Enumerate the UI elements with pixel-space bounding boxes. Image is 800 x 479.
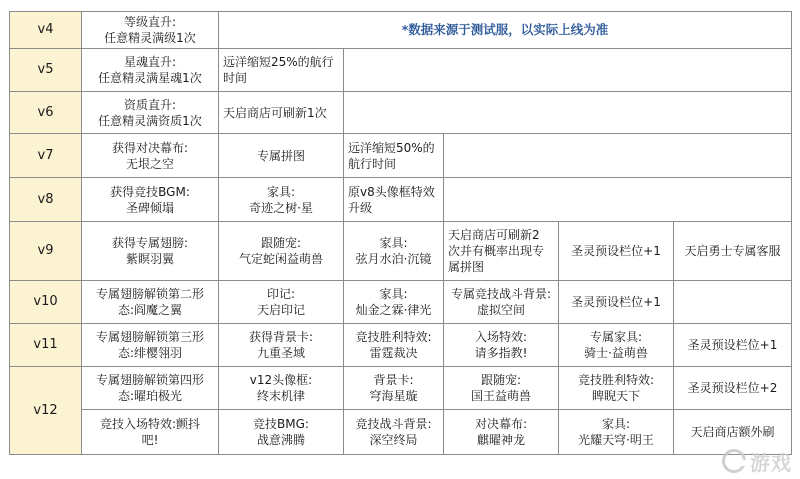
level-cell: v12 bbox=[10, 367, 82, 455]
privilege-cell: 专属翅膀解锁第二形 态:阎魔之翼 bbox=[82, 281, 219, 324]
vip-privilege-table bbox=[9, 11, 792, 455]
privilege-cell: 资质直升: 任意精灵满资质1次 bbox=[82, 92, 219, 134]
level-cell: v10 bbox=[10, 281, 82, 324]
empty-cell bbox=[444, 178, 792, 222]
table-row-v9 bbox=[10, 222, 792, 281]
privilege-cell: 印记: 天启印记 bbox=[219, 281, 344, 324]
watermark-logo-icon bbox=[722, 449, 746, 473]
table-row-v11 bbox=[10, 324, 792, 367]
table-row-v12-continued bbox=[10, 410, 792, 455]
privilege-cell: 获得专属翅膀: 紫瞑羽翼 bbox=[82, 222, 219, 281]
privilege-cell: 获得背景卡: 九重圣域 bbox=[219, 324, 344, 367]
privilege-cell: 天启勇士专属客服 bbox=[674, 222, 792, 281]
privilege-cell: 获得竞技BGM: 圣碑倾塌 bbox=[82, 178, 219, 222]
table-row-v6 bbox=[10, 92, 792, 134]
privilege-cell: 竞技战斗背景: 深空终局 bbox=[344, 410, 444, 455]
privilege-cell: 家具: 光耀天穹·明王 bbox=[559, 410, 674, 455]
privilege-cell: 对决幕布: 麒曜神龙 bbox=[444, 410, 559, 455]
empty-cell bbox=[444, 134, 792, 178]
table-row-v8 bbox=[10, 178, 792, 222]
privilege-cell: 圣灵预设栏位+1 bbox=[559, 281, 674, 324]
privilege-cell: 获得对决幕布: 无垠之空 bbox=[82, 134, 219, 178]
privilege-cell: 星魂直升: 任意精灵满星魂1次 bbox=[82, 49, 219, 92]
privilege-cell: 专属翅膀解锁第三形 态:绯樱翎羽 bbox=[82, 324, 219, 367]
privilege-cell: 竞技胜利特效: 睥睨天下 bbox=[559, 367, 674, 410]
privilege-cell: 专属竞技战斗背景: 虚拟空间 bbox=[444, 281, 559, 324]
table-row-v10 bbox=[10, 281, 792, 324]
privilege-cell: 远洋缩短50%的 航行时间 bbox=[344, 134, 444, 178]
level-cell: v7 bbox=[10, 134, 82, 178]
privilege-cell: 跟随宠: 国王益萌兽 bbox=[444, 367, 559, 410]
privilege-cell: 原v8头像框特效 升级 bbox=[344, 178, 444, 222]
privilege-cell: 圣灵预设栏位+1 bbox=[559, 222, 674, 281]
privilege-cell: 圣灵预设栏位+2 bbox=[674, 367, 792, 410]
privilege-cell: 专属家具: 骑士·益萌兽 bbox=[559, 324, 674, 367]
privilege-cell: 竞技BMG: 战意沸腾 bbox=[219, 410, 344, 455]
level-cell: v8 bbox=[10, 178, 82, 222]
privilege-cell: 天启商店可刷新1次 bbox=[219, 92, 344, 134]
privilege-cell: 跟随宠: 气定蛇闲益萌兽 bbox=[219, 222, 344, 281]
privilege-cell: 专属翅膀解锁第四形 态:曜珀极光 bbox=[82, 367, 219, 410]
privilege-cell: 等级直升: 任意精灵满级1次 bbox=[82, 12, 219, 49]
level-cell: v6 bbox=[10, 92, 82, 134]
empty-cell bbox=[674, 281, 792, 324]
privilege-cell: 远洋缩短25%的航行 时间 bbox=[219, 49, 344, 92]
level-cell: v11 bbox=[10, 324, 82, 367]
privilege-cell: 家具: 弦月水泊·沉镜 bbox=[344, 222, 444, 281]
level-cell: v5 bbox=[10, 49, 82, 92]
privilege-cell: v12头像框: 终末机律 bbox=[219, 367, 344, 410]
table-row-v4 bbox=[10, 12, 792, 49]
empty-cell bbox=[344, 49, 792, 92]
privilege-cell: 竞技胜利特效: 雷霆裁决 bbox=[344, 324, 444, 367]
privilege-cell: 竞技入场特效:颤抖 吧! bbox=[82, 410, 219, 455]
watermark bbox=[722, 446, 792, 476]
privilege-cell: 入场特效: 请多指教! bbox=[444, 324, 559, 367]
privilege-cell: 天启商店可刷新2 次并有概率出现专 属拼图 bbox=[444, 222, 559, 281]
privilege-cell: 天启商店额外刷 bbox=[674, 410, 792, 455]
privilege-cell: 背景卡: 穹海星璇 bbox=[344, 367, 444, 410]
privilege-cell: 家具: 灿金之霖·律光 bbox=[344, 281, 444, 324]
data-source-note: *数据来源于测试服，以实际上线为准 bbox=[219, 12, 792, 49]
level-cell: v9 bbox=[10, 222, 82, 281]
privilege-cell: 家具: 奇迹之树·星 bbox=[219, 178, 344, 222]
privilege-cell: 圣灵预设栏位+1 bbox=[674, 324, 792, 367]
empty-cell bbox=[344, 92, 792, 134]
privilege-cell: 专属拼图 bbox=[219, 134, 344, 178]
table-row-v7 bbox=[10, 134, 792, 178]
table-row-v5 bbox=[10, 49, 792, 92]
watermark-text: 游戏 bbox=[750, 450, 792, 475]
table-row-v12 bbox=[10, 367, 792, 410]
level-cell: v4 bbox=[10, 12, 82, 49]
